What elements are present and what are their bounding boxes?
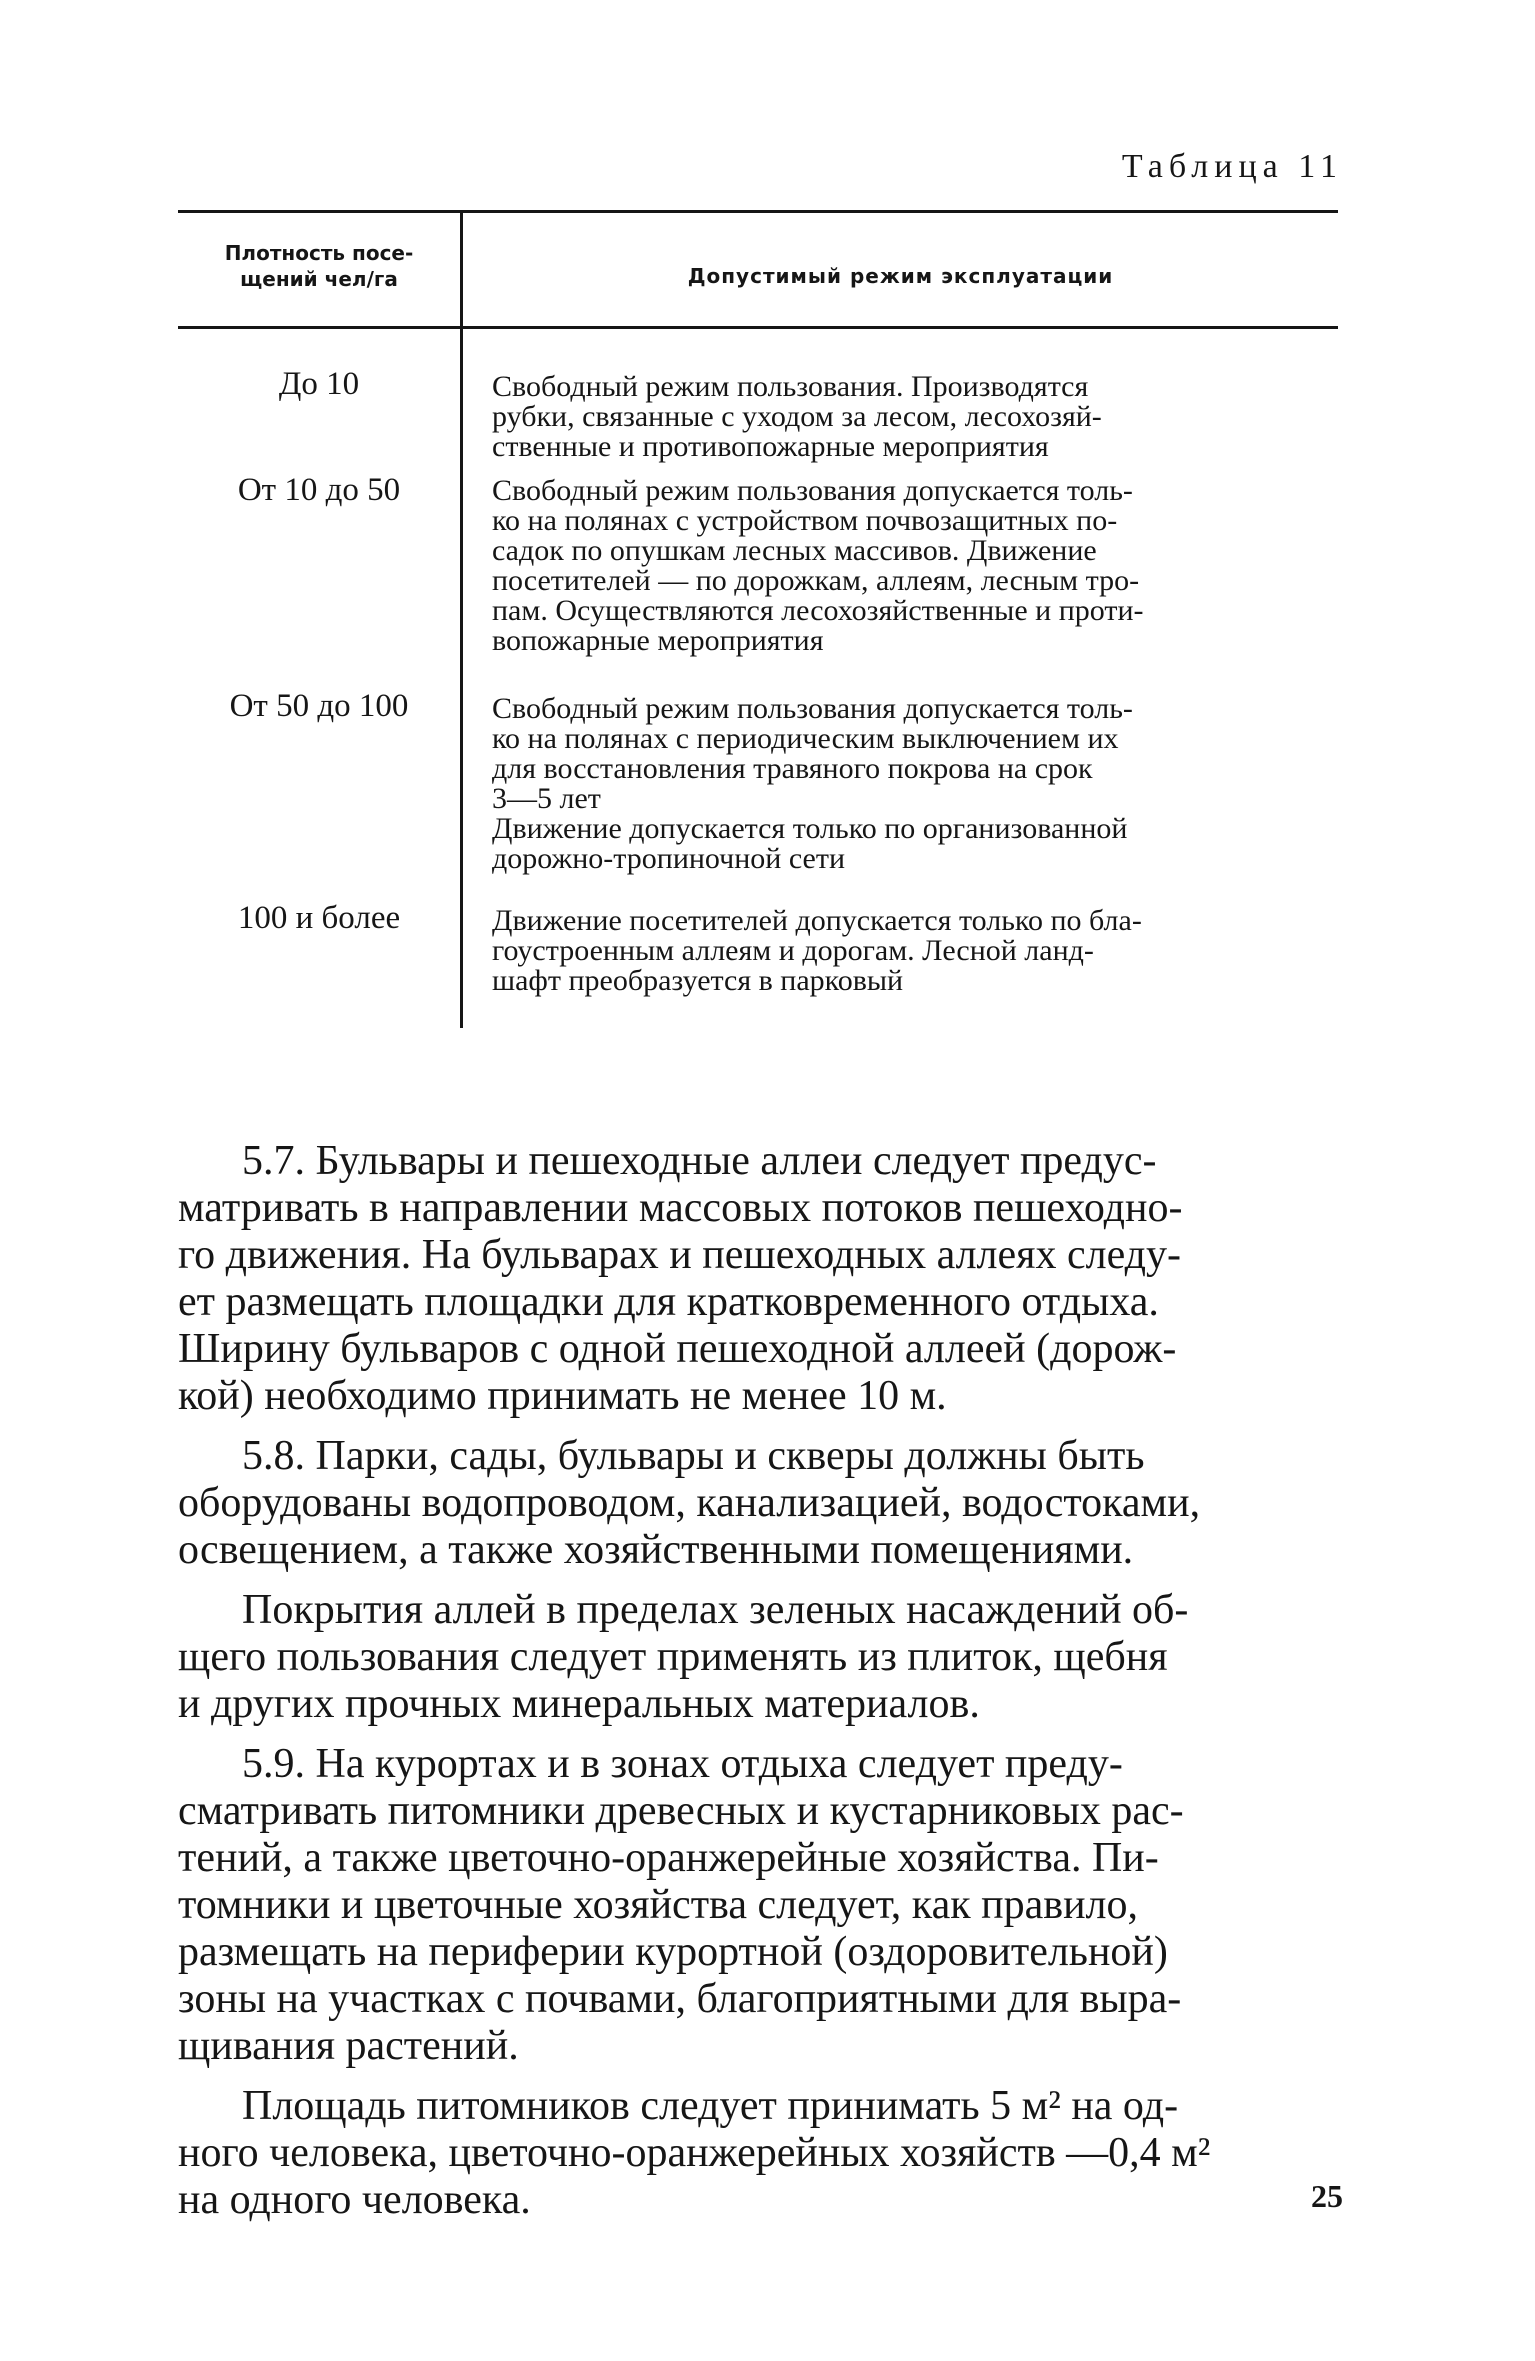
text-line: матривать в направлении массовых потоков пешеходно- — [178, 1185, 1183, 1231]
mode-line: ко на полянах с периодическим выключением их — [492, 722, 1119, 755]
mode-line: ко на полянах с устройством почвозащитных по- — [492, 504, 1118, 537]
text-line: кой) необходимо принимать не менее 10 м. — [178, 1373, 947, 1419]
text-line: щивания растений. — [178, 2023, 519, 2069]
text-line: 5.9. На курортах и в зонах отдыха следует преду- — [242, 1741, 1123, 1787]
text-line: 5.8. Парки, сады, бульвары и скверы должны быть — [242, 1433, 1145, 1479]
page-number: 25 — [1311, 2178, 1343, 2214]
mode-line: Движение посетителей допускается только по бла- — [492, 904, 1142, 937]
mode-line: рубки, связанные с уходом за лесом, лесохозяй- — [492, 400, 1102, 433]
mode-line: Свободный режим пользования допускается толь- — [492, 474, 1133, 507]
text-line: Площадь питомников следует принимать 5 м² на од- — [242, 2083, 1179, 2129]
mode-line: пам. Осуществляются лесохозяйственные и проти- — [492, 594, 1144, 627]
paragraph-5-8 — [178, 1433, 1343, 1574]
text-line: на одного человека. — [178, 2177, 531, 2223]
table-column-divider — [460, 213, 463, 1028]
table-cell-mode — [492, 906, 1344, 996]
header-density-line: Плотность посе- — [224, 241, 414, 265]
mode-line: 3—5 лет — [492, 782, 601, 815]
mode-line: для восстановления травяного покрова на срок — [492, 752, 1093, 785]
text-line: сматривать питомники древесных и кустарниковых рас- — [178, 1788, 1184, 1834]
table-header-rule — [178, 326, 1338, 329]
paragraph-5-7 — [178, 1138, 1343, 1420]
table-top-rule — [178, 210, 1338, 213]
mode-line: Свободный режим пользования. Производятся — [492, 370, 1089, 403]
mode-line: гоустроенным аллеям и дорогам. Лесной ланд- — [492, 934, 1094, 967]
text-line: размещать на периферии курортной (оздоровительной) — [178, 1929, 1168, 1975]
text-line: оборудованы водопроводом, канализацией, водостоками, — [178, 1480, 1201, 1526]
text-line: го движения. На бульварах и пешеходных аллеях следу- — [178, 1232, 1182, 1278]
table-cell-mode — [492, 694, 1344, 874]
text-line: щего пользования следует применять из плиток, щебня — [178, 1634, 1168, 1680]
table-cell-density: От 50 до 100 — [229, 688, 409, 724]
mode-line: вопожарные мероприятия — [492, 624, 824, 657]
header-density-line: щений чел/га — [240, 267, 398, 291]
mode-line: шафт преобразуется в парковый — [492, 964, 904, 997]
paragraph-nursery-area — [178, 2083, 1343, 2224]
paragraph-coverings — [178, 1587, 1343, 1728]
mode-line: посетителей — по дорожкам, аллеям, лесным тро- — [492, 564, 1140, 597]
table-cell-density: До 10 — [278, 366, 360, 402]
table-header-density — [178, 240, 460, 292]
text-line: освещением, а также хозяйственными помещениями. — [178, 1527, 1134, 1573]
body-text — [178, 1138, 1343, 2237]
mode-line: садок по опушкам лесных массивов. Движение — [492, 534, 1097, 567]
text-line: Ширину бульваров с одной пешеходной аллеей (дорож- — [178, 1326, 1177, 1372]
table-caption: Таблица 11 — [1121, 148, 1343, 185]
paragraph-5-9 — [178, 1741, 1343, 2070]
text-line: Покрытия аллей в пределах зеленых насаждений об- — [242, 1587, 1189, 1633]
mode-line: Свободный режим пользования допускается толь- — [492, 692, 1133, 725]
mode-line: ственные и противопожарные мероприятия — [492, 430, 1049, 463]
table-cell-density: От 10 до 50 — [237, 472, 401, 508]
table-cell-density: 100 и более — [237, 900, 401, 936]
text-line: ет размещать площадки для кратковременного отдыха. — [178, 1279, 1159, 1325]
text-line: зоны на участках с почвами, благоприятными для выра- — [178, 1976, 1182, 2022]
text-line: тений, а также цветочно-оранжерейные хозяйства. Пи- — [178, 1835, 1159, 1881]
text-line: и других прочных минеральных материалов. — [178, 1681, 980, 1727]
mode-line: дорожно-тропиночной сети — [492, 842, 846, 875]
text-line: 5.7. Бульвары и пешеходные аллеи следует предус- — [242, 1138, 1157, 1184]
table-cell-mode — [492, 476, 1344, 656]
text-line: томники и цветочные хозяйства следует, как правило, — [178, 1882, 1139, 1928]
text-line: ного человека, цветочно-оранжерейных хозяйств —0,4 м² — [178, 2130, 1211, 2176]
table-cell-mode — [492, 372, 1344, 462]
mode-line: Движение допускается только по организованной — [492, 812, 1128, 845]
table-header-mode: Допустимый режим эксплуатации — [687, 264, 1114, 288]
